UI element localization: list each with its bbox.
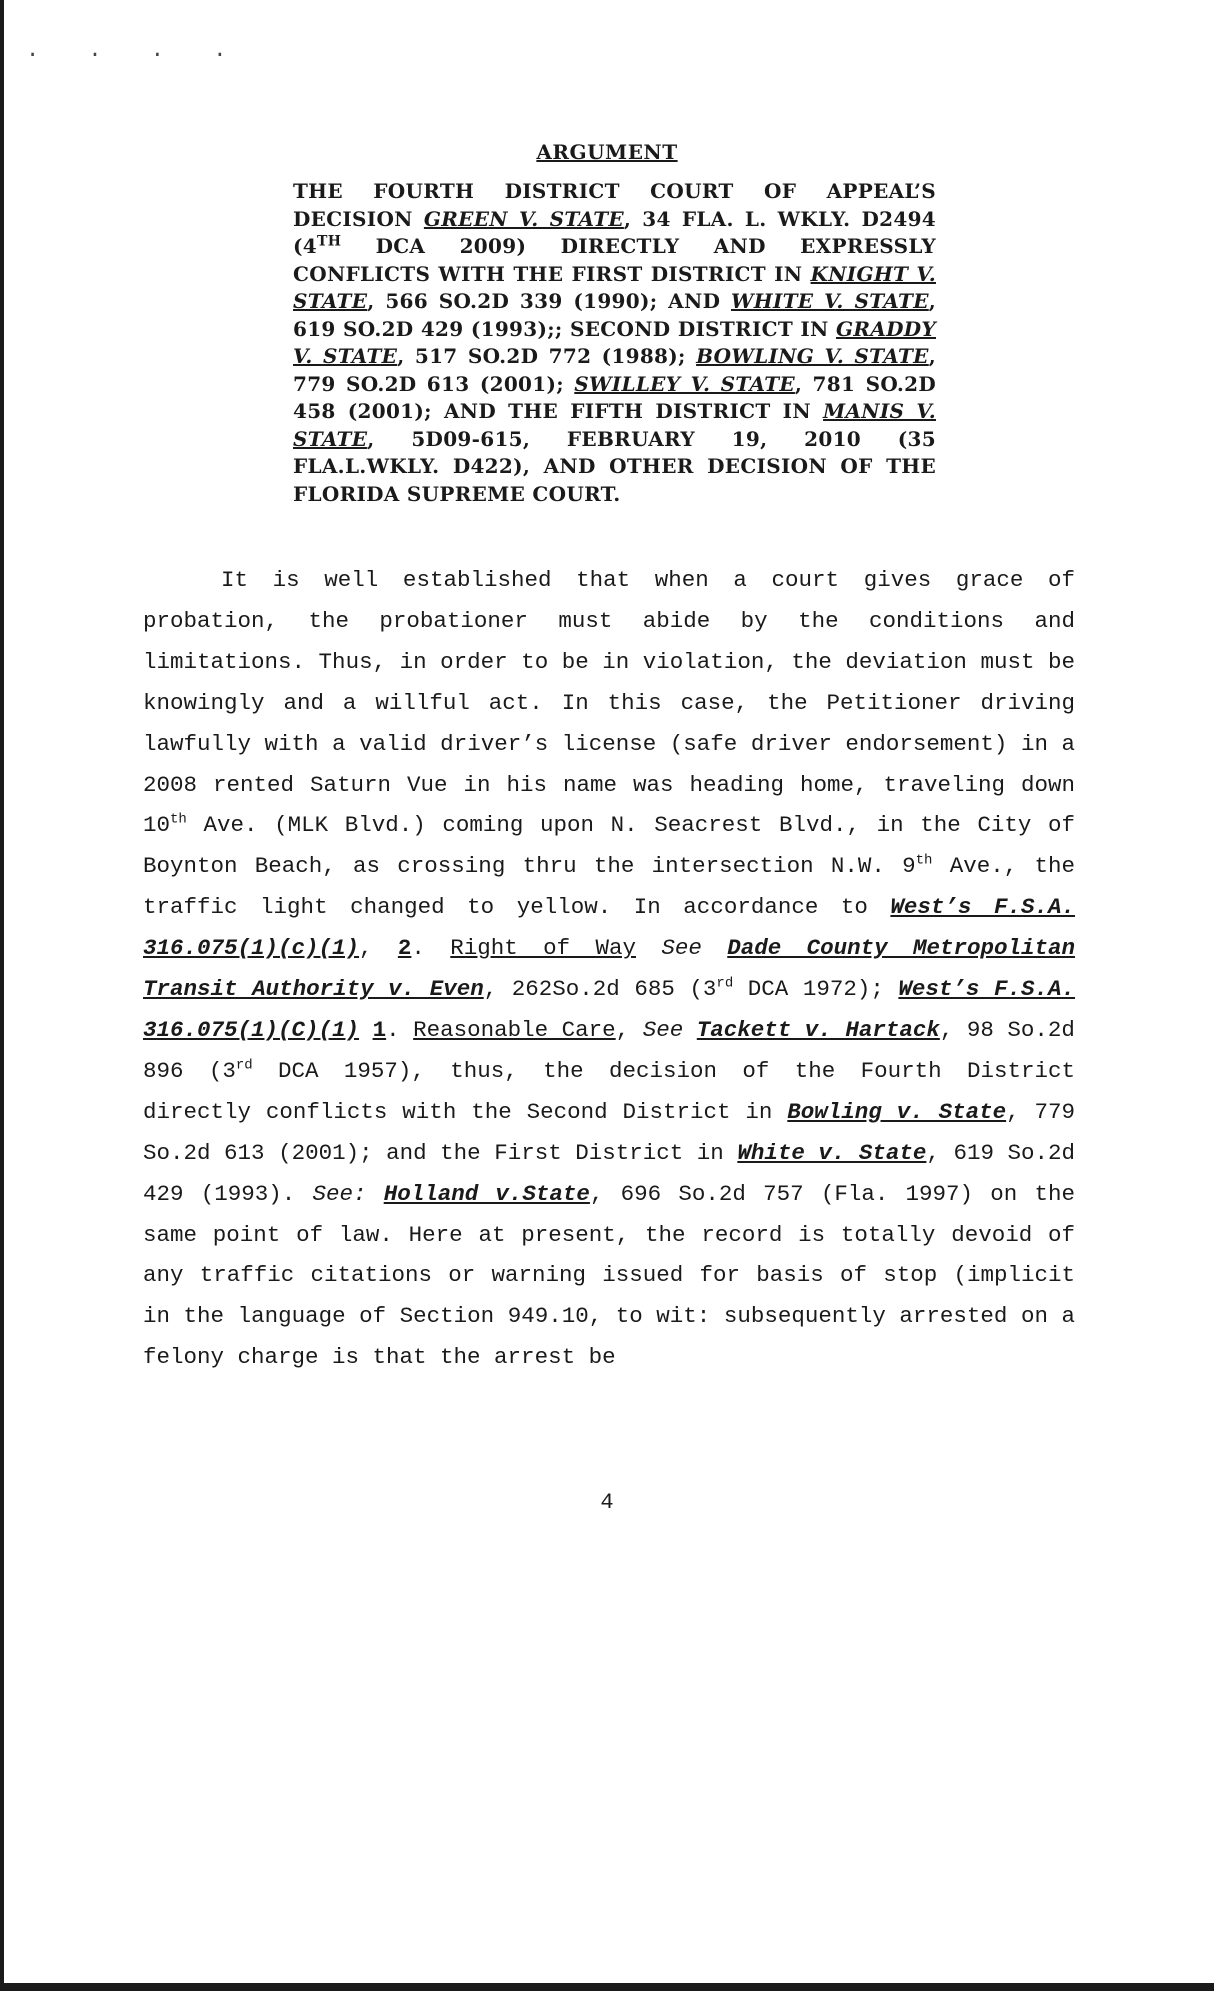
body-text: . <box>411 935 451 962</box>
body-text: . <box>386 1016 414 1043</box>
body-text: Ave., the traffic light changed to yellow. In accordance to <box>143 853 1075 921</box>
issue-text: , 781 SO.2D 458 (2001); AND THE FIFTH DISTRICT IN <box>293 371 936 423</box>
case-citation: KNIGHT V. STATE <box>293 261 937 313</box>
body-text: , 779 So.2d 613 (2001); and the First District in <box>143 1098 1076 1166</box>
issue-text: , 566 SO.2D 339 (1990); AND <box>367 289 731 313</box>
case-citation: BOWLING V. STATE <box>696 344 929 368</box>
signal-word: See <box>661 935 702 962</box>
body-text <box>366 1181 383 1207</box>
issue-text: THE FOURTH DISTRICT COURT OF APPEAL’S DECISION <box>293 179 936 231</box>
issue-text: , 619 SO.2D 429 (1993);; SECOND DISTRICT IN <box>293 289 937 341</box>
superscript: rd <box>716 975 734 992</box>
signal-word: See <box>642 1016 684 1043</box>
case-citation: Dade County Metropolitan Transit Authority v. Even <box>143 935 1075 1003</box>
statute-citation: West’s F.S.A. 316.075(1)(c)(1) <box>143 894 1075 962</box>
body-text: DCA 1957), thus, the decision of the Fourth District directly conflicts with the Second District in <box>143 1057 1075 1125</box>
case-citation: GREEN V. STATE <box>423 206 624 231</box>
body-text: Ave. (MLK Blvd.) coming upon N. Seacrest Blvd., in the City of Boynton Beach, as crossing thru the intersection N.W. 9 <box>143 812 1075 880</box>
issue-text: , 779 SO.2D 613 (2001); <box>293 344 936 396</box>
body-text: DCA 1972); <box>733 976 899 1003</box>
page-number: 4 <box>600 1490 614 1515</box>
superscript: th <box>170 811 187 828</box>
body-text <box>702 935 727 961</box>
superscript: rd <box>235 1057 253 1074</box>
body-text: , 696 So.2d 757 (Fla. 1997) on the same point of law. Here at present, the record is totally devoid of any traffic citations or warning issued for basis of stop (implicit in the language of Section 949.10, to wit: subsequently arrested on a felony charge is that the arrest be <box>143 1180 1075 1371</box>
issue-text: , 517 SO.2D 772 (1988); <box>397 344 697 368</box>
case-citation: WHITE V. STATE <box>731 289 929 313</box>
case-citation: White v. State <box>737 1139 927 1166</box>
body-text <box>683 1017 697 1043</box>
case-citation: Holland v.State <box>383 1180 590 1207</box>
superscript: TH <box>316 233 342 250</box>
argument-body <box>143 560 1075 1378</box>
body-text: It is well established that when a court gives grace of probation, the probationer must abide by the conditions and limitations. Thus, in order to be in violation, the deviation must be knowingly and a willful act. In this case, the Petitioner driving lawfully with a valid driver’s license (safe driver endorsement) in a 2008 rented Saturn Vue in his name was heading home, traveling down 10 <box>143 567 1075 839</box>
issue-text: , 34 FLA. L. WKLY. D2494 (4 <box>293 206 936 258</box>
body-paragraph <box>143 560 1075 1378</box>
case-citation: MANIS V. STATE <box>293 399 936 451</box>
argument-issue-statement <box>293 178 936 508</box>
body-text <box>636 935 661 961</box>
superscript: th <box>915 852 933 869</box>
body-text: , 98 So.2d 896 (3 <box>143 1016 1075 1084</box>
case-citation: Bowling v. State <box>787 1098 1007 1125</box>
statute-citation: West’s F.S.A. 316.075(1)(C)(1) <box>143 976 1076 1043</box>
subsection-number: 2 <box>397 935 412 962</box>
subsection-title: Reasonable Care <box>413 1016 616 1043</box>
body-text: , 619 So.2d 429 (1993). <box>143 1139 1076 1207</box>
signal-word: See: <box>312 1180 367 1207</box>
scan-edge-bottom <box>0 1983 1214 1991</box>
margin-marks: . . . . <box>26 38 245 63</box>
scan-edge-left <box>0 0 4 1990</box>
body-text: , 262So.2d 685 (3 <box>483 976 717 1003</box>
case-citation: GRADDY V. STATE <box>293 316 936 368</box>
subsection-title: Right of Way <box>450 935 636 962</box>
section-heading: ARGUMENT <box>536 140 678 164</box>
issue-text: DCA 2009) DIRECTLY AND EXPRESSLY CONFLICTS WITH THE FIRST DISTRICT IN <box>293 234 936 286</box>
subsection-number: 1 <box>372 1016 387 1043</box>
case-citation: Tackett v. Hartack <box>696 1016 940 1043</box>
case-citation: SWILLEY V. STATE <box>574 371 795 396</box>
body-text: , <box>359 935 398 962</box>
issue-text: , 5D09-615, FEBRUARY 19, 2010 (35 FLA.L.WKLY. D422), AND OTHER DECISION OF THE FLORIDA SUPREME COURT. <box>293 426 936 506</box>
body-text: , <box>615 1016 643 1043</box>
body-text <box>359 1017 373 1043</box>
